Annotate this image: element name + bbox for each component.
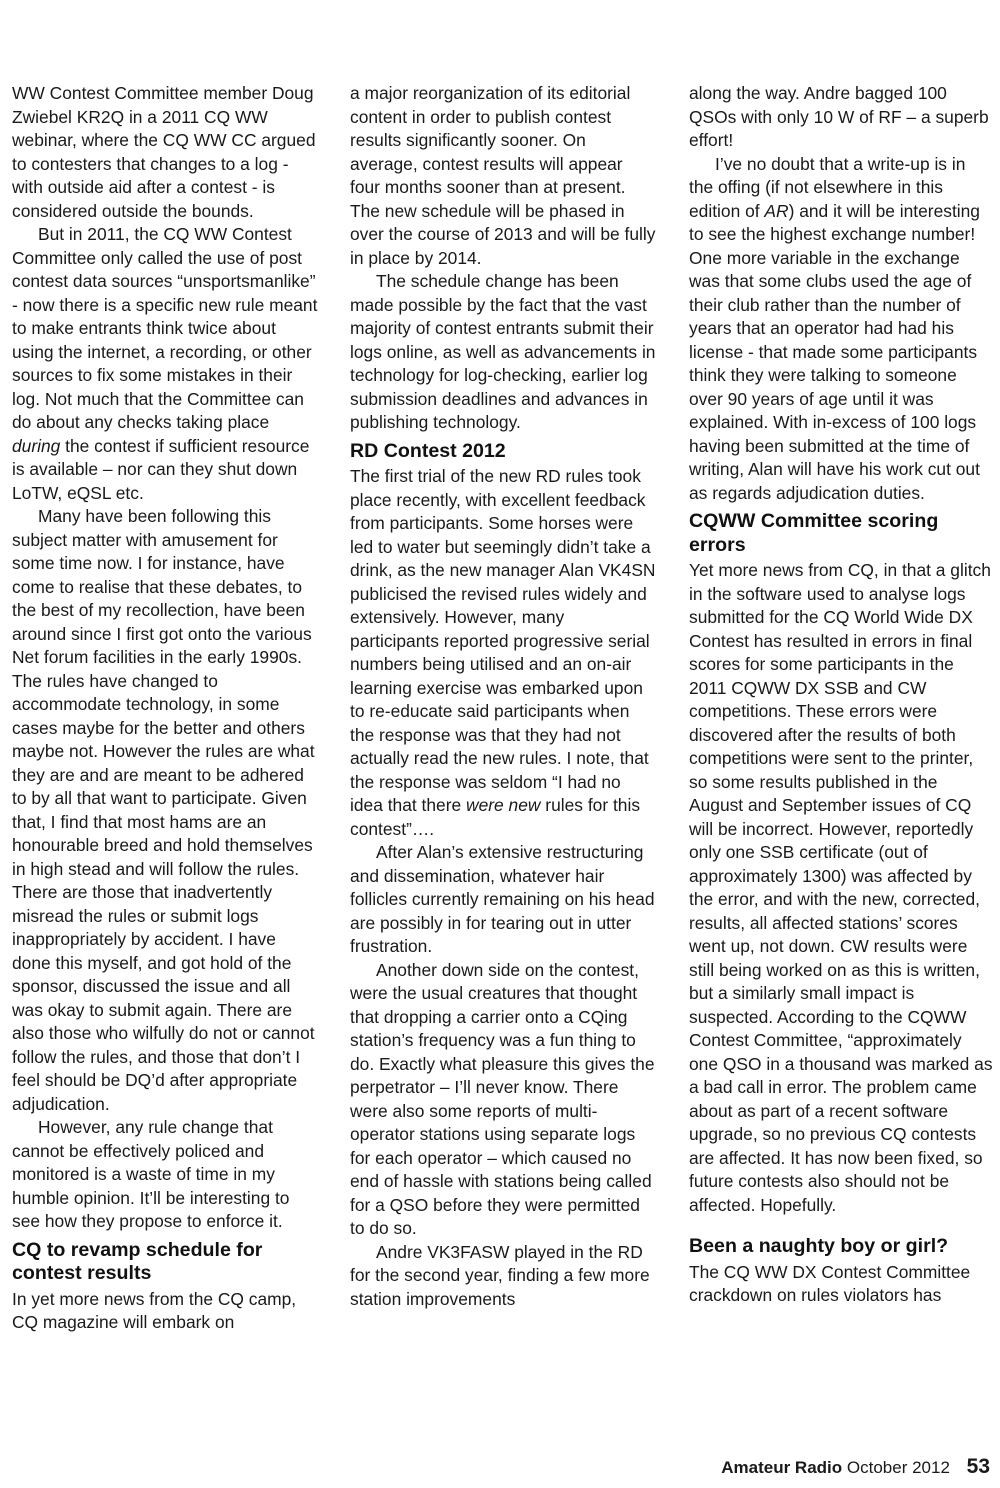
- issue-date: October 2012: [846, 1458, 950, 1477]
- section-heading: Been a naughty boy or girl?: [689, 1235, 949, 1257]
- body-paragraph: WW Contest Committee member Doug Zwiebel KR2Q in a 2011 CQ WW webinar, where the CQ WW CC argued to contesters that changes to a log - with outside aid after a contest - is considered outside the bounds.: [12, 83, 316, 221]
- column-1: [12, 82, 318, 1335]
- body-paragraph: a major reorganization of its editorial content in order to publish contest results significantly sooner. On average, contest results will appear four months sooner than at present. The new schedule will be phased in over the course of 2013 and will be fully in place by 2014.: [350, 83, 656, 268]
- body-paragraph: The CQ WW DX Contest Committee crackdown on rules violators has: [689, 1261, 971, 1305]
- body-paragraph: After Alan’s extensive restructuring and dissemination, whatever hair follicles currently remaining on his head are possibly in for tearing out in utter frustration.: [350, 842, 655, 956]
- section-heading: RD Contest 2012: [350, 439, 506, 462]
- body-paragraph: However, any rule change that cannot be effectively policed and monitored is a waste of time in my humble opinion. It’ll be interesting to see how they propose to enforce it.: [12, 1117, 290, 1231]
- body-paragraph: I’ve no doubt that a write-up is in the offing (if not elsewhere in this edition of AR) and it will be interesting to see the highest exchange number! One more variable in the exchange was that some clubs used the age of their club rather than the number of years that an operator had had his license - that made some participants think they were talking to someone over 90 years of age until it was explained. With in-excess of 100 logs having been submitted at the time of writing, Alan will have his work cut out as regards adjudication duties.: [689, 153, 980, 503]
- body-paragraph: But in 2011, the CQ WW Contest Committee only called the use of post contest data sources “unsportsmanlike” - now there is a specific new rule meant to make entrants think twice about using the internet, a recording, or other sources to fix some mistakes in their log. Not much that the Committee can do about any checks taking place during the contest if sufficient resource is available – nor can they shut down LoTW, eQSL etc.: [12, 224, 318, 503]
- section-heading: CQ to revamp schedule for contest results: [12, 1238, 263, 1284]
- section-heading: CQWW Committee scoring errors: [689, 510, 939, 556]
- page-number: 53: [966, 1455, 990, 1478]
- body-paragraph: The first trial of the new RD rules took place recently, with excellent feedback from participants. Some horses were led to water but seemingly didn’t take a drink, as the new manager Alan VK4SN publicised the revised rules widely and extensively. However, many participants reported progressive serial numbers being utilised and an on-air learning exercise was embarked upon to re-educate said participants when the response was that they had not actually read the new rules. I note, that the response was seldom “I had no idea that there were new rules for this contest”….: [350, 466, 656, 839]
- column-3: [689, 82, 994, 1308]
- body-paragraph: along the way. Andre bagged 100 QSOs with only 10 W of RF – a superb effort!: [689, 83, 989, 150]
- body-paragraph: Many have been following this subject matter with amusement for some time now. I for instance, have come to realise that these debates, to the best of my recollection, have been around since I first got onto the various Net forum facilities in the early 1990s. The rules have changed to accommodate technology, in some cases maybe for the better and others maybe not. However the rules are what they are and are meant to be adhered to by all that want to participate. Given that, I find that most hams are an honourable breed and hold themselves in high stead and will follow the rules. There are those that inadvertently misread the rules or submit logs inappropriately by accident. I have done this myself, and got hold of the sponsor, discussed the issue and all was okay to submit again. There are also those who wilfully do not or cannot follow the rules, and those that don’t I feel should be DQ’d after appropriate adjudication.: [12, 506, 315, 1114]
- column-2: [350, 82, 656, 1311]
- body-paragraph: Another down side on the contest, were the usual creatures that thought that dropping a carrier onto a CQing station’s frequency was a fun thing to do. Exactly what pleasure this gives the perpetrator – I’ll never know. There were also some reports of multi-operator stations using separate logs for each operator – which caused no end of hassle with stations being called for a QSO before they were permitted to do so.: [350, 959, 655, 1238]
- body-paragraph: Yet more news from CQ, in that a glitch in the software used to analyse logs submitted for the CQ World Wide DX Contest has resulted in errors in final scores for some participants in the 2011 CQWW DX SSB and CW competitions. These errors were discovered after the results of both competitions were sent to the printer, so some results published in the August and September issues of CQ will be incorrect. However, reportedly only one SSB certificate (out of approximately 1300) was affected by the error, and with the new, corrected, results, all affected stations’ scores went up, not down. CW results were still being worked on as this is written, but a similarly small impact is suspected. According to the CQWW Contest Committee, “approximately one QSO in a thousand was marked as a bad call in error. The problem came about as part of a recent software upgrade, so no previous CQ contests are affected. It has now been fixed, so future contests also should not be affected. Hopefully.: [689, 560, 993, 1215]
- body-paragraph: Andre VK3FASW played in the RD for the second year, finding a few more station improvements: [350, 1241, 650, 1309]
- page-footer: [721, 1455, 990, 1480]
- body-paragraph: The schedule change has been made possible by the fact that the vast majority of contest entrants submit their logs online, as well as advancements in technology for log-checking, earlier log submission deadlines and advances in publishing technology.: [350, 271, 656, 432]
- magazine-title: Amateur Radio: [721, 1458, 843, 1477]
- body-paragraph: In yet more news from the CQ camp, CQ magazine will embark on: [12, 1288, 297, 1332]
